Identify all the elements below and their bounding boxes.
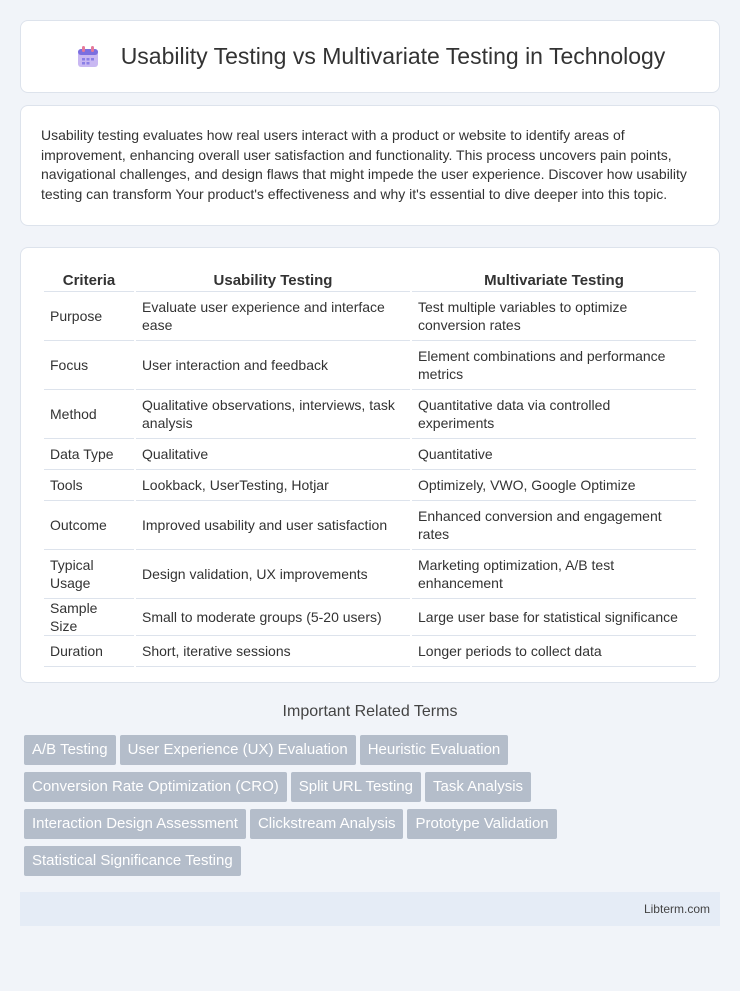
table-header-row xyxy=(44,268,696,292)
page-title: Usability Testing vs Multivariate Testing in Technology xyxy=(120,43,666,69)
related-term-tag[interactable]: Interaction Design Assessment xyxy=(24,809,246,839)
table-row xyxy=(44,550,696,599)
table-row xyxy=(44,599,696,636)
usability-cell: Improved usability and user satisfaction xyxy=(136,501,410,550)
criteria-cell: Typical Usage xyxy=(44,550,134,599)
multivariate-cell: Quantitative data via controlled experiments xyxy=(412,390,696,439)
criteria-cell: Duration xyxy=(44,636,134,667)
multivariate-cell: Large user base for statistical significance xyxy=(412,599,696,636)
criteria-cell: Method xyxy=(44,390,134,439)
table-row xyxy=(44,501,696,550)
multivariate-cell: Optimizely, VWO, Google Optimize xyxy=(412,470,696,501)
criteria-cell: Tools xyxy=(44,470,134,501)
related-term-tag[interactable]: Statistical Significance Testing xyxy=(24,846,241,876)
usability-cell: Short, iterative sessions xyxy=(136,636,410,667)
multivariate-cell: Test multiple variables to optimize conversion rates xyxy=(412,292,696,341)
table-row xyxy=(44,439,696,470)
related-term-tag[interactable]: Heuristic Evaluation xyxy=(360,735,509,765)
related-terms-list xyxy=(20,735,720,883)
usability-cell: Qualitative xyxy=(136,439,410,470)
table-row xyxy=(44,636,696,667)
column-header: Criteria xyxy=(44,268,134,292)
header-card xyxy=(20,20,720,93)
table-row xyxy=(44,390,696,439)
related-term-tag[interactable]: Prototype Validation xyxy=(407,809,556,839)
related-term-tag[interactable]: Clickstream Analysis xyxy=(250,809,404,839)
criteria-cell: Focus xyxy=(44,341,134,390)
intro-text: Usability testing evaluates how real users interact with a product or website to identify areas of improvement, enhancing overall user satisfaction and functionality. This process uncovers pain points, navigational challenges, and design flaws that might impede the user experience. Discover how usability testing can transform Your product's effectiveness and why it's essential to dive deeper into this topic. xyxy=(41,127,687,202)
multivariate-cell: Enhanced conversion and engagement rates xyxy=(412,501,696,550)
related-term-tag[interactable]: Split URL Testing xyxy=(291,772,421,802)
related-term-tag[interactable]: A/B Testing xyxy=(24,735,116,765)
multivariate-cell: Marketing optimization, A/B test enhancement xyxy=(412,550,696,599)
criteria-cell: Outcome xyxy=(44,501,134,550)
criteria-cell: Sample Size xyxy=(44,599,134,636)
criteria-cell: Purpose xyxy=(44,292,134,341)
related-term-tag[interactable]: Task Analysis xyxy=(425,772,531,802)
usability-cell: Small to moderate groups (5-20 users) xyxy=(136,599,410,636)
calendar-icon xyxy=(75,44,101,70)
comparison-card xyxy=(20,247,720,683)
usability-cell: Lookback, UserTesting, Hotjar xyxy=(136,470,410,501)
criteria-cell: Data Type xyxy=(44,439,134,470)
footer-site-link[interactable]: Libterm.com xyxy=(643,902,710,916)
usability-cell: Evaluate user experience and interface ease xyxy=(136,292,410,341)
related-terms-title: Important Related Terms xyxy=(282,703,458,720)
intro-card xyxy=(20,105,720,226)
multivariate-cell: Longer periods to collect data xyxy=(412,636,696,667)
footer xyxy=(20,892,720,926)
multivariate-cell: Quantitative xyxy=(412,439,696,470)
table-row xyxy=(44,341,696,390)
column-header: Usability Testing xyxy=(136,268,410,292)
usability-cell: Qualitative observations, interviews, task analysis xyxy=(136,390,410,439)
usability-cell: Design validation, UX improvements xyxy=(136,550,410,599)
usability-cell: User interaction and feedback xyxy=(136,341,410,390)
table-row xyxy=(44,292,696,341)
related-term-tag[interactable]: User Experience (UX) Evaluation xyxy=(120,735,356,765)
table-row xyxy=(44,470,696,501)
comparison-table xyxy=(42,268,698,667)
related-term-tag[interactable]: Conversion Rate Optimization (CRO) xyxy=(24,772,287,802)
column-header: Multivariate Testing xyxy=(412,268,696,292)
multivariate-cell: Element combinations and performance metrics xyxy=(412,341,696,390)
